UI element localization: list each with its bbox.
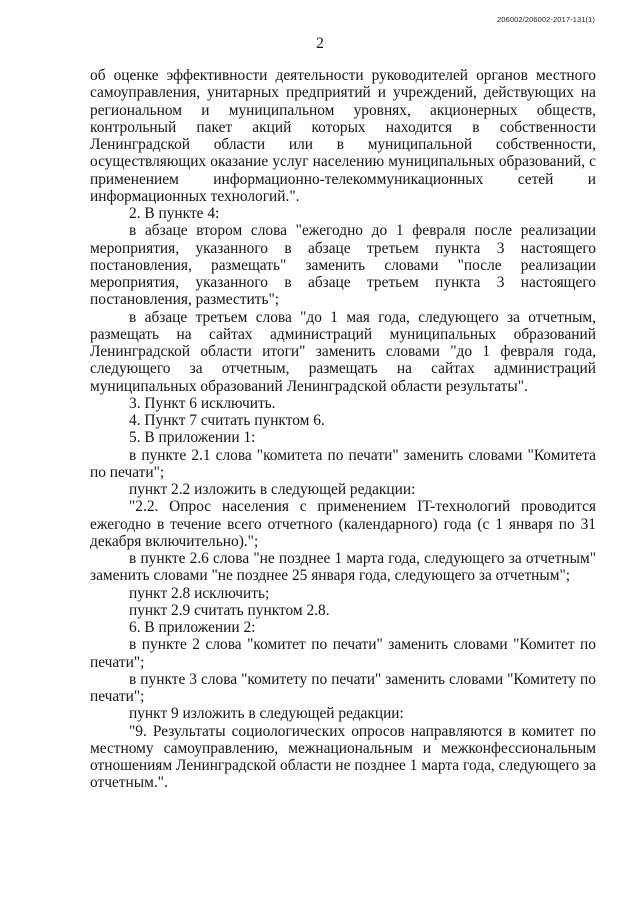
paragraph: 2. В пункте 4: [129,205,220,222]
paragraph: пункт 2.9 считать пунктом 2.8. [129,601,330,619]
paragraph: в пункте 3 слова "комитету по печати" заменить словами "Комитету по печати"; [90,670,596,705]
paragraph: 5. В приложении 1: [129,429,256,447]
paragraph: "9. Результаты социологических опросов направляются в комитет по местному самоуправлению, межнациональным и межконфессиональным отношениям Ленинградской области не позднее 1 марта года, следующего за отчетным.". [90,722,596,792]
paragraph: в абзаце втором слова "ежегодно до 1 февраля после реализации мероприятия, указанного в абзаце третьем пункта 3 настоящего постановления, размещать" заменить словами "после реализации мероприятия, указанного в абзаце третьем пункта 3 настоящего постановления, разместить"; [90,222,596,309]
paragraph: в пункте 2.1 слова "комитета по печати" заменить словами "Комитета по печати"; [90,446,596,481]
paragraph: 4. Пункт 7 считать пунктом 6. [129,412,325,429]
paragraph: "2.2. Опрос населения с применением IT-технологий проводится ежегодно в течение всего отчетного (календарного) года (с 1 января по 31 декабря включительно)."; [90,498,596,550]
paragraph: 6. В приложении 2: [129,619,256,636]
paragraph: в пункте 2 слова "комитет по печати" заменить словами "Комитет по печати"; [90,636,596,671]
paragraph: пункт 2.2 изложить в следующей редакции: [129,481,416,498]
paragraph: в абзаце третьем слова "до 1 мая года, следующего за отчетным, размещать на сайтах администраций муниципальных образований Ленинградской области итоги" заменить словами "до 1 февраля года, следующего за отчетным, размещать на сайтах администраций муниципальных образований Ленинградской области результаты". [90,308,596,395]
document-body [90,67,596,792]
document-code: 206002/206002-2017-131(1) [497,15,595,24]
paragraph: пункт 9 изложить в следующей редакции: [129,705,404,723]
paragraph: 3. Пункт 6 исключить. [129,394,276,412]
paragraph: пункт 2.8 исключить; [129,584,270,602]
paragraph: об оценке эффективности деятельности руководителей органов местного самоуправления, унитарных предприятий и учреждений, действующих на региональном и муниципальном уровнях, акционерных обществ, контрольный пакет акций которых находится в собственности Ленинградской области или в муниципальной собственности, осуществляющих оказание услуг населению муниципальных образований, с применением информационно-телекоммуникационных сетей и информационных технологий.". [90,67,596,205]
paragraph: в пункте 2.6 слова "не позднее 1 марта года, следующего за отчетным" заменить словами "не позднее 25 января года, следующего за отчетным"; [90,550,596,585]
page-number: 2 [316,35,324,52]
